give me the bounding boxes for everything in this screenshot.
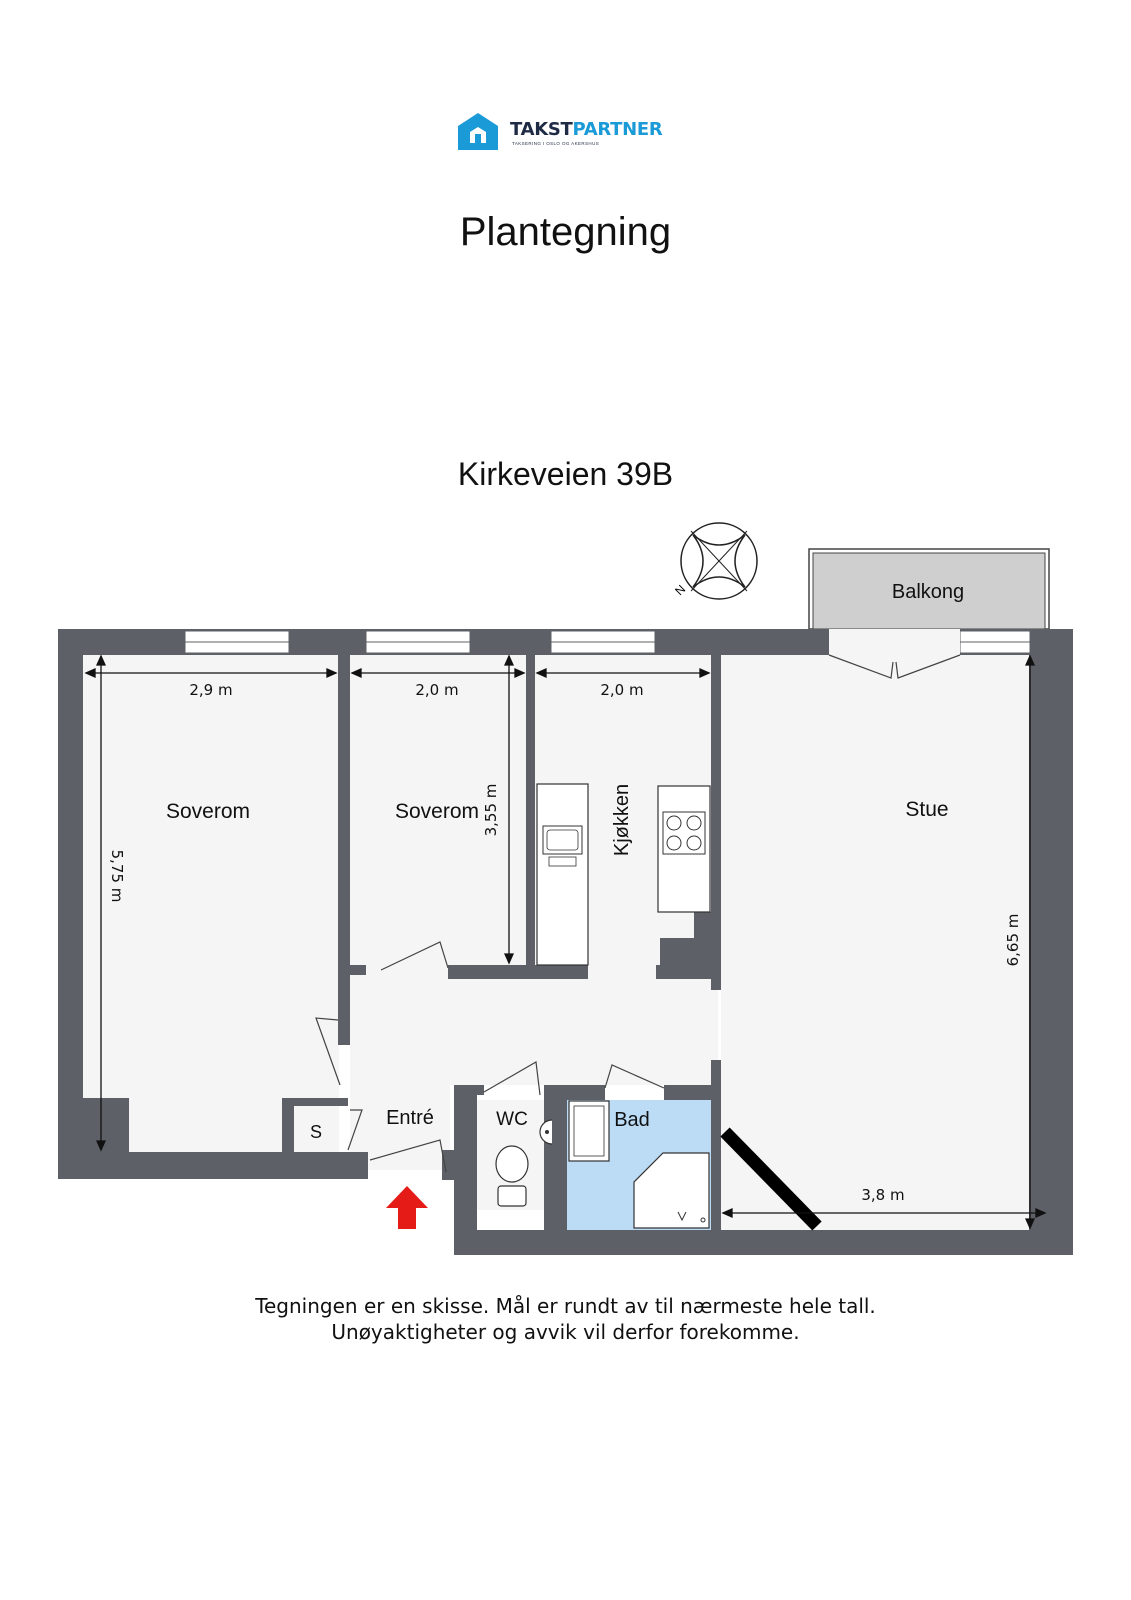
dim-label-bedroom1-depth: 5,75 m <box>108 849 126 903</box>
dim-label-kitchen-width: 2,0 m <box>600 681 644 699</box>
room-label-wc: WC <box>496 1109 528 1130</box>
disclaimer-line-1: Tegningen er en skisse. Mål er rundt av til nærmeste hele tall. <box>255 1294 876 1318</box>
dim-label-living-depth: 6,65 m <box>1004 913 1022 967</box>
page-title: Plantegning <box>459 210 672 254</box>
brand-tagline: TAKSERING I OSLO OG AKERSHUS <box>512 141 600 146</box>
room-label-bedroom1: Soverom <box>165 800 251 823</box>
dim-label-bedroom2-width: 2,0 m <box>415 681 459 699</box>
room-label-entry: Entré <box>386 1107 434 1129</box>
brand-name: TAKSTPARTNER <box>510 119 663 140</box>
room-label-living: Stue <box>905 798 949 821</box>
dim-label-living-width: 3,8 m <box>861 1186 905 1204</box>
disclaimer-line-2: Unøyaktigheter og avvik vil derfor forekomme. <box>331 1320 800 1344</box>
room-label-kitchen: Kjøkken <box>611 783 633 857</box>
room-label-balcony: Balkong <box>891 581 965 603</box>
toilet-icon <box>496 1146 528 1206</box>
room-label-storage: S <box>309 1122 323 1142</box>
compass-icon <box>672 523 757 599</box>
room-label-bath: Bad <box>614 1109 650 1131</box>
compass-north-label: N <box>672 582 689 599</box>
dim-label-bedroom2-depth: 3,55 m <box>482 783 500 837</box>
room-label-bedroom2: Soverom <box>394 800 480 823</box>
dim-label-bedroom1-width: 2,9 m <box>189 681 233 699</box>
address-heading: Kirkeveien 39B <box>457 456 674 492</box>
entry-arrow-icon <box>386 1186 428 1229</box>
